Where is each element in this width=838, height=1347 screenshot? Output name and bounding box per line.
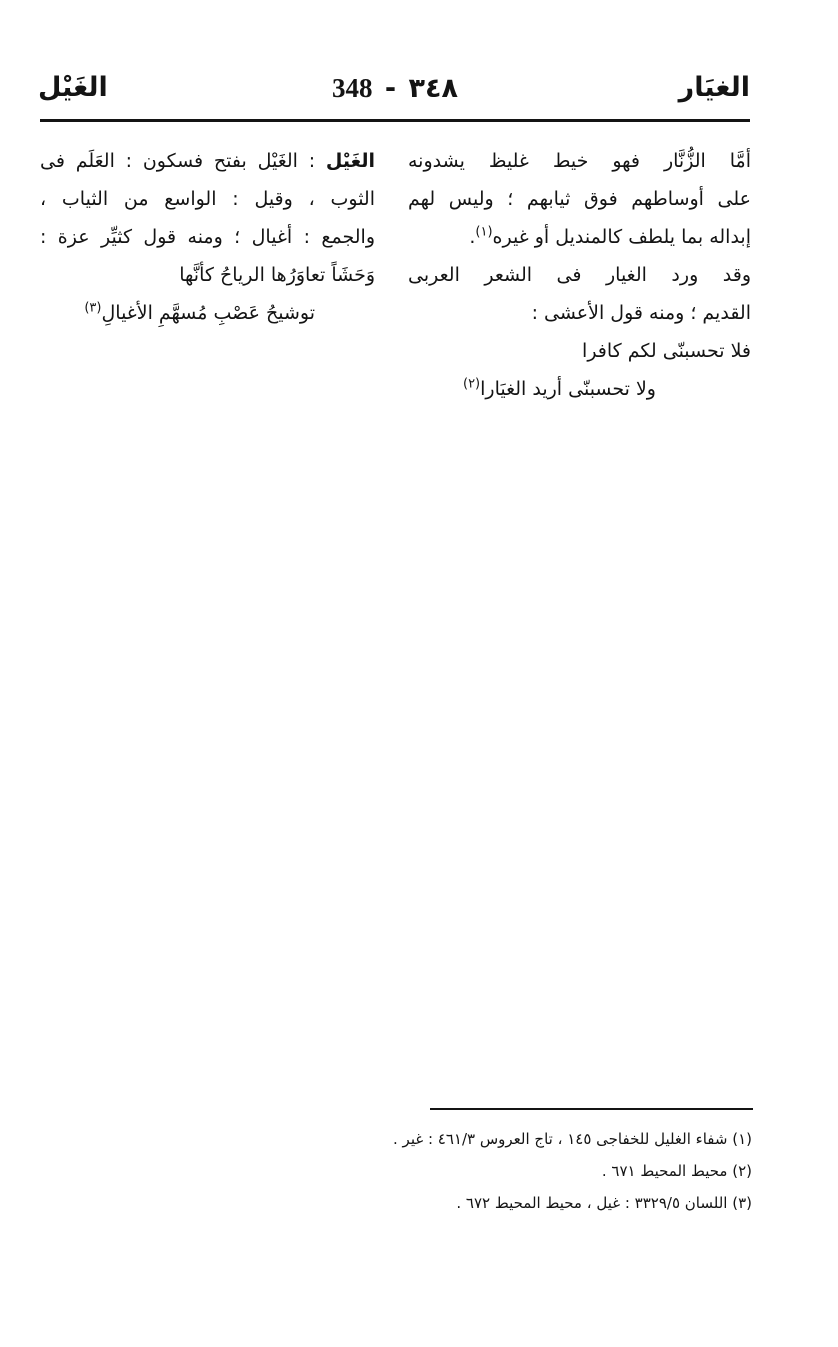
verse-hemistich-2 [408,370,751,408]
running-head-left: الغَيْل [38,72,108,103]
text-line: والجمع : أغيال ؛ ومنه قول كثيِّر عزة : [40,226,375,248]
text-line: أمَّا الزُّنَّار فهو خيط غليظ يشدونه [408,150,751,172]
footnote-mark-2: (٢) [462,376,481,392]
page-number [330,66,460,110]
footnote-rule [430,1108,753,1110]
text-line: وقد ورد الغيار فى الشعر العربى [408,264,751,286]
text-line [40,142,375,180]
footnotes [252,1123,752,1219]
text-line: على أوساطهم فوق ثيابهم ؛ وليس لهم [408,188,751,210]
footnote-1: (١) شفاء الغليل للخفاجى ١٤٥ ، تاج العروس ٤٦١/٣ : غير . [393,1130,752,1148]
entry-headword: الغَيْل [325,150,375,172]
verse-text: ولا تحسبنّى أريد الغيَارا [480,378,656,400]
footnote-mark-3: (٣) [84,300,102,316]
page-number-separator: - [384,73,397,104]
sentence-end: . [469,226,476,248]
text-line: الثوب ، وقيل : الواسع من الثياب ، [40,188,375,210]
footnote-2: (٢) محيط المحيط ٦٧١ . [601,1162,752,1180]
footnote-mark-1: (١) [475,224,493,240]
text-line [408,218,751,256]
page-number-arabic: ٣٤٨ [408,73,458,104]
right-column-entry-ghiyar [408,142,751,408]
verse-text: توشيحُ عَصْبِ مُسهَّمِ الأغيالِ [101,302,315,324]
text-line-body: : الغَيْل بفتح فسكون : العَلَم فى [40,150,326,172]
text-line-body: إبداله بما يلطف كالمنديل أو غيره [492,226,751,248]
header-rule [40,119,750,122]
verse-hemistich-1: فلا تحسبنّى لكم كافرا [582,340,751,362]
verse-hemistich-1: وَحَشَاً تعاوَرُها الرياحُ كأنَّها [179,264,375,286]
page-number-latin: 348 [332,73,373,103]
text-line: القديم ؛ ومنه قول الأعشى : [531,302,751,324]
left-column-entry-ghayl [40,142,375,332]
verse-hemistich-2 [40,294,375,332]
running-head-right: الغيَار [678,72,750,103]
footnote-3: (٣) اللسان ٣٣٢٩/٥ : غيل ، محيط المحيط ٦٧٢ . [456,1194,752,1212]
